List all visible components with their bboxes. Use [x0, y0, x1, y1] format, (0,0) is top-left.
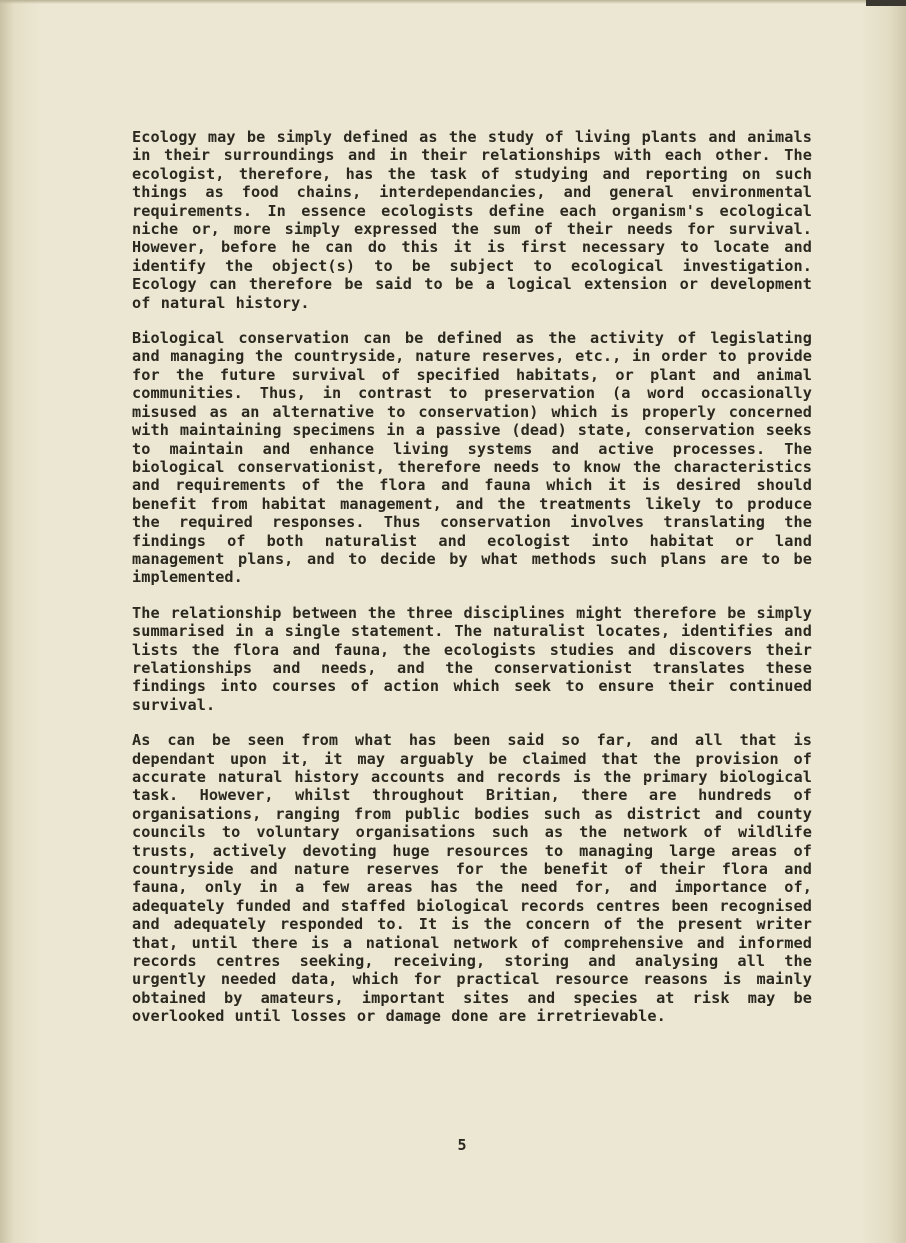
body-text	[132, 128, 812, 1043]
paragraph-conservation: Biological conservation can be defined as the activity of legislating and managing the countryside, nature reserves, etc., in order to provide for the future survival of specified habitats, or plant and animal communities. Thus, in contrast to preservation (a word occasionally misused as an alternative to conservation) which is properly concerned with maintaining specimens in a passive (dead) state, conservation seeks to maintain and enhance living systems and active processes. The biological conservationist, therefore needs to know the characteristics and requirements of the flora and fauna which it is desired should benefit from habitat management, and the treatments likely to produce the required responses. Thus conservation involves translating the findings of both naturalist and ecologist into habitat or land management plans, and to decide by what methods such plans are to be implemented.	[132, 329, 812, 587]
page-number: 5	[457, 1136, 467, 1154]
corner-mark	[866, 0, 906, 6]
paragraph-ecology: Ecology may be simply defined as the study of living plants and animals in their surroundings and in their relationships with each other. The ecologist, therefore, has the task of studying and reporting on such things as food chains, interdependancies, and general environmental requirements. In essence ecologists define each organism's ecological niche or, more simply expressed the sum of their needs for survival. However, before he can do this it is first necessary to locate and identify the object(s) to be subject to ecological investigation. Ecology can therefore be said to be a logical extension or development of natural history.	[132, 128, 812, 312]
paragraph-records: As can be seen from what has been said so far, and all that is dependant upon it, it may arguably be claimed that the provision of accurate natural history accounts and records is the primary biological task. However, whilst throughout Britian, there are hundreds of organisations, ranging from public bodies such as district and county councils to voluntary organisations such as the network of wildlife trusts, actively devoting huge resources to managing large areas of countryside and nature reserves for the benefit of their flora and fauna, only in a few areas has the need for, and importance of, adequately funded and staffed biological records centres been recognised and adequately responded to. It is the concern of the present writer that, until there is a national network of comprehensive and informed records centres seeking, receiving, storing and analysing all the urgently needed data, which for practical resource reasons is mainly obtained by amateurs, important sites and species at risk may be overlooked until losses or damage done are irretrievable.	[132, 731, 812, 1026]
paragraph-relationship: The relationship between the three disciplines might therefore be simply summarised in a single statement. The naturalist locates, identifies and lists the flora and fauna, the ecologists studies and discovers their relationships and needs, and the conservationist translates these findings into courses of action which seek to ensure their continued survival.	[132, 603, 812, 714]
page-top-edge	[0, 0, 906, 4]
